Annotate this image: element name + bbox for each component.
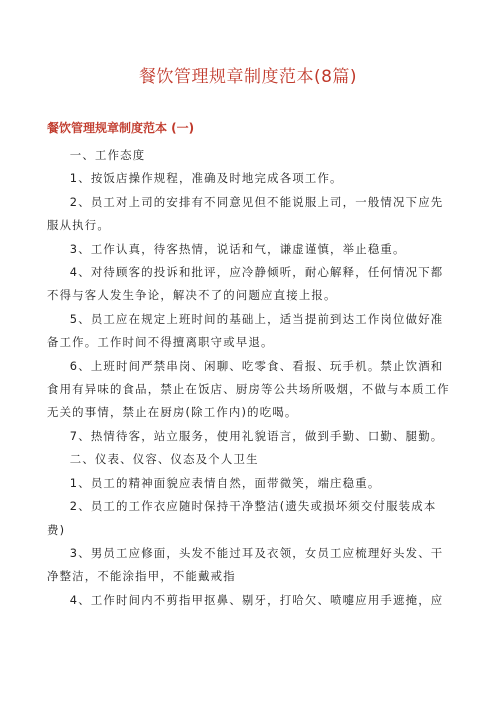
section-heading: 餐饮管理规章制度范本 (一): [47, 121, 195, 135]
document-title: 餐饮管理规章制度范本(8篇): [138, 67, 358, 87]
paragraph: 3、男员工应修面，头发不能过耳及衣领，女员工应梳理好头发、干净整洁，不能涂指甲，不能戴戒指: [47, 545, 444, 584]
paragraph: 二、仪表、仪容、仪态及个人卫生: [69, 452, 259, 467]
paragraph: 6、上班时间严禁串岗、闲聊、吃零食、看报、玩手机。禁止饮酒和食用有异味的食品，禁止在饭店、厨房等公共场所吸烟，不做与本质工作无关的事情，禁止在厨房(除工作内)的吃喝。: [47, 358, 450, 420]
paragraph: 1、员工的精神面貌应表情自然，面带微笑，端庄稳重。: [69, 475, 381, 490]
paragraph: 一、工作态度: [69, 148, 146, 162]
paragraph: 3、工作认真，待客热情，说话和气，谦虚谨慎，举止稳重。: [69, 241, 406, 256]
document-body: [47, 144, 451, 612]
paragraph: 4、工作时间内不剪指甲抠鼻、剔牙，打哈欠、喷嚏应用手遮掩，应: [69, 592, 444, 607]
paragraph: 7、热情待客，站立服务，使用礼貌语言，做到手勤、口勤、腿勤。: [69, 428, 444, 443]
paragraph: 2、员工的工作衣应随时保持干净整洁(遗失或损坏须交付服装成本费): [47, 499, 437, 537]
paragraph: 2、员工对上司的安排有不同意见但不能说服上司，一般情况下应先服从执行。: [47, 194, 444, 233]
paragraph: 5、员工应在规定上班时间的基础上，适当提前到达工作岗位做好准备工作。工作时间不得擅离职守或早退。: [47, 311, 444, 350]
paragraph: 4、对待顾客的投诉和批评，应冷静倾听，耐心解释，任何情况下都不得与客人发生争论，解决不了的问题应直接上报。: [47, 265, 444, 303]
paragraph: 1、按饭店操作规程，准确及时地完成各项工作。: [69, 171, 343, 186]
